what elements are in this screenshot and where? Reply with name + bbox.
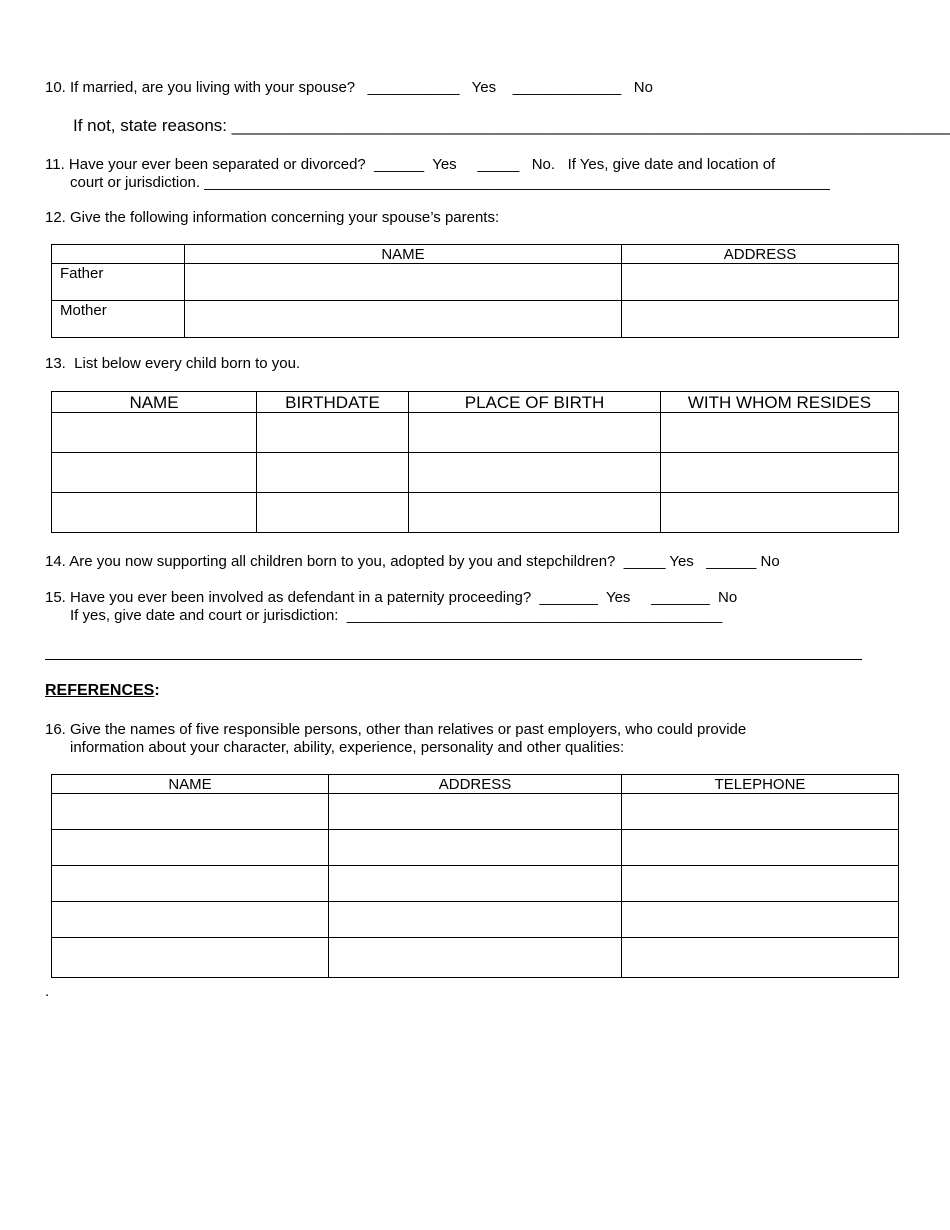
table-row (52, 301, 899, 338)
q10-reasons-line[interactable]: If not, state reasons: ____________________________________________________________________________ (73, 116, 950, 135)
reference-cell[interactable] (52, 902, 329, 938)
references-heading-text: REFERENCES (45, 682, 155, 699)
child-cell[interactable] (52, 413, 257, 453)
spouse-parents-table (51, 244, 899, 338)
father-address-cell[interactable] (622, 264, 899, 301)
table-row (52, 902, 899, 938)
q11-line1: 11. Have your ever been separated or divorced? ______ Yes _____ No. If Yes, give date and location of (45, 156, 776, 173)
mother-address-cell[interactable] (622, 301, 899, 338)
child-cell[interactable] (257, 453, 409, 493)
q16-line2: information about your character, ability, experience, personality and other qualities: (70, 739, 625, 756)
father-name-cell[interactable] (185, 264, 622, 301)
header-with-whom-resides: WITH WHOM RESIDES (661, 392, 899, 413)
reference-cell[interactable] (622, 830, 899, 866)
header-name: NAME (52, 392, 257, 413)
child-cell[interactable] (661, 493, 899, 533)
header-place-of-birth: PLACE OF BIRTH (409, 392, 661, 413)
child-cell[interactable] (52, 453, 257, 493)
reference-cell[interactable] (52, 830, 329, 866)
reference-cell[interactable] (329, 938, 622, 978)
header-address: ADDRESS (329, 775, 622, 794)
reference-cell[interactable] (52, 938, 329, 978)
reference-cell[interactable] (622, 794, 899, 830)
q15-line1: 15. Have you ever been involved as defendant in a paternity proceeding? _______ Yes _______ No (45, 589, 738, 606)
child-cell[interactable] (661, 413, 899, 453)
q11-line2[interactable]: court or jurisdiction. ___________________________________________________________________________ (70, 174, 830, 191)
q14-text: 14. Are you now supporting all children born to you, adopted by you and stepchildren? _____ Yes ______ No (45, 553, 780, 570)
table-header-row (52, 775, 899, 794)
references-heading-colon: : (154, 682, 160, 699)
section-divider (45, 659, 862, 660)
table-row (52, 794, 899, 830)
reference-cell[interactable] (622, 866, 899, 902)
mother-name-cell[interactable] (185, 301, 622, 338)
reference-cell[interactable] (52, 794, 329, 830)
reference-cell[interactable] (329, 866, 622, 902)
table-header-row (52, 245, 899, 264)
table-row (52, 938, 899, 978)
header-cell (52, 245, 185, 264)
references-heading (45, 682, 160, 700)
q12-text: 12. Give the following information concerning your spouse’s parents: (45, 209, 500, 226)
q15-line2[interactable]: If yes, give date and court or jurisdiction: _____________________________________________ (70, 607, 723, 624)
table-row (52, 264, 899, 301)
q16-line1: 16. Give the names of five responsible persons, other than relatives or past employers, who could provide (45, 721, 747, 738)
child-cell[interactable] (409, 493, 661, 533)
child-cell[interactable] (257, 493, 409, 533)
children-table (51, 391, 899, 533)
table-row (52, 413, 899, 453)
reference-cell[interactable] (329, 902, 622, 938)
reference-cell[interactable] (52, 866, 329, 902)
header-name: NAME (185, 245, 622, 264)
references-table (51, 774, 899, 978)
reference-cell[interactable] (622, 902, 899, 938)
header-name: NAME (52, 775, 329, 794)
row-label-father: Father (52, 264, 185, 301)
table-row (52, 830, 899, 866)
q10-text: 10. If married, are you living with your spouse? ___________ Yes _____________ No (45, 79, 653, 96)
child-cell[interactable] (661, 453, 899, 493)
reference-cell[interactable] (329, 830, 622, 866)
header-address: ADDRESS (622, 245, 899, 264)
table-header-row (52, 392, 899, 413)
child-cell[interactable] (409, 453, 661, 493)
reference-cell[interactable] (622, 938, 899, 978)
table-row (52, 453, 899, 493)
header-telephone: TELEPHONE (622, 775, 899, 794)
footer-dot: . (45, 983, 50, 1000)
q13-text: 13. List below every child born to you. (45, 355, 301, 372)
row-label-mother: Mother (52, 301, 185, 338)
child-cell[interactable] (52, 493, 257, 533)
table-row (52, 493, 899, 533)
reference-cell[interactable] (329, 794, 622, 830)
child-cell[interactable] (409, 413, 661, 453)
header-birthdate: BIRTHDATE (257, 392, 409, 413)
child-cell[interactable] (257, 413, 409, 453)
table-row (52, 866, 899, 902)
